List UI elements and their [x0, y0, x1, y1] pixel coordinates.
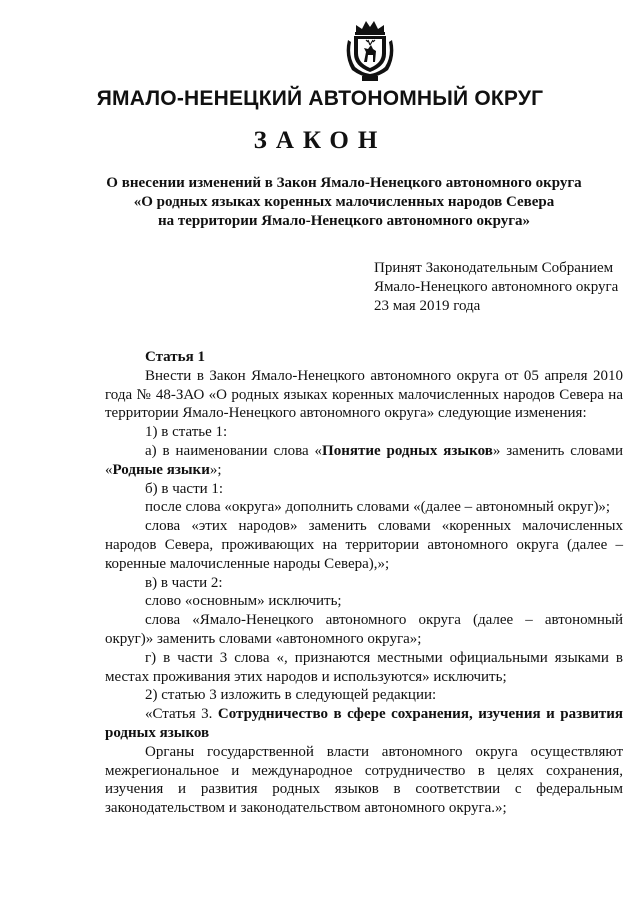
law-subject [80, 174, 608, 231]
document-type-title: ЗАКОН [253, 127, 387, 154]
item-1c-1: слово «основным» исключить; [145, 593, 342, 610]
item-1a-text: »; [209, 461, 222, 478]
law-subject-line: О внесении изменений в Закон Ямало-Ненецкого автономного округа [106, 175, 582, 191]
new-article-3-body: Органы государственной власти автономного округа осуществляют межрегиональное и международное сотрудничество в целях сохранения, изучения и развития родных языков в соответствии с федеральным законодательством и законодательством автономного округа.»; [105, 743, 623, 817]
article-intro: Внести в Закон Ямало-Ненецкого автономного округа от 05 апреля 2010 года № 48-ЗАО «О родных языках коренных малочисленных народов Севера на территории Ямало-Ненецкого автономного округа» следующие изменения: [105, 367, 623, 422]
new-article-3-label: «Статья 3. [145, 706, 218, 723]
adoption-line: Принят Законодательным Собранием [374, 260, 614, 276]
article-1 [105, 348, 623, 818]
item-1b-1: после слова «округа» дополнить словами «(далее – автономный округ)»; [145, 499, 611, 516]
item-1a-text: » заменить словами « [105, 442, 623, 478]
law-subject-line: на территории Ямало-Ненецкого автономного округа» [157, 213, 531, 229]
article-heading [105, 348, 623, 367]
item-1c-2: слова «Ямало-Ненецкого автономного округа (далее – автономный округ)» заменить словами «автономного округа»; [105, 612, 623, 647]
item-2: 2) статью 3 изложить в следующей редакции: [145, 687, 437, 704]
item-1b-2: слова «этих народов» заменить словами «коренных малочисленных народов Севера, проживающих на территории автономного округа (далее – коренные малочисленные народы Севера),»; [105, 518, 623, 572]
new-article-3-heading [105, 705, 623, 743]
item-1c: в) в части 2: [145, 574, 223, 591]
new-title-bold: Родные языки [112, 461, 210, 478]
article-heading-text: Статья 1 [145, 349, 205, 365]
law-subject-line: «О родных языках коренных малочисленных народов Севера [133, 194, 555, 210]
adoption-line: Ямало-Ненецкого автономного округа [374, 279, 619, 295]
new-article-3-title: Сотрудничество в сфере сохранения, изучения и развития родных языков [105, 706, 623, 741]
adoption-note [374, 259, 618, 316]
region-title: ЯМАЛО-НЕНЕЦКИЙ АВТОНОМНЫЙ ОКРУГ [96, 87, 544, 110]
adoption-date: 23 мая 2019 года [374, 298, 481, 314]
old-title-bold: Понятие родных языков [322, 442, 493, 459]
item-1d: г) в части 3 слова «, признаются местными официальными языками в местах проживания этих народов и используются» исключить; [105, 649, 623, 685]
item-1b: б) в части 1: [145, 480, 224, 497]
coat-of-arms-emblem-icon [342, 18, 398, 84]
item-1a-text: а) в наименовании слова « [145, 442, 323, 459]
item-1a [105, 442, 623, 480]
item-1: 1) в статье 1: [145, 424, 228, 441]
